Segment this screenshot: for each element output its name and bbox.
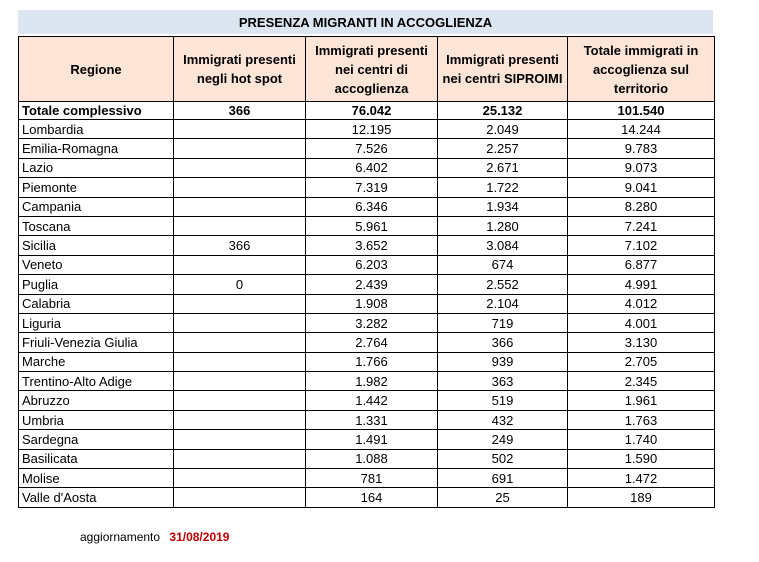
siproimi-cell: 674 xyxy=(438,255,568,274)
centers-cell: 7.319 xyxy=(306,178,438,197)
hotspot-cell xyxy=(174,197,306,216)
table-row xyxy=(19,275,715,294)
total-cell: 7.241 xyxy=(568,216,715,235)
table-row xyxy=(19,120,715,139)
table-row xyxy=(19,197,715,216)
siproimi-cell: 719 xyxy=(438,313,568,332)
siproimi-cell: 2.104 xyxy=(438,294,568,313)
migrants-table xyxy=(18,36,715,508)
table-row xyxy=(19,178,715,197)
table-row xyxy=(19,333,715,352)
siproimi-cell: 249 xyxy=(438,430,568,449)
total-cell: 1.740 xyxy=(568,430,715,449)
table-row xyxy=(19,410,715,429)
region-cell: Lazio xyxy=(19,158,174,177)
region-cell: Umbria xyxy=(19,410,174,429)
table-row xyxy=(19,469,715,488)
siproimi-cell: 1.934 xyxy=(438,197,568,216)
update-date: 31/08/2019 xyxy=(169,530,230,544)
centers-cell: 3.282 xyxy=(306,313,438,332)
total-cell: 1.763 xyxy=(568,410,715,429)
total-total: 101.540 xyxy=(568,102,715,120)
siproimi-cell: 366 xyxy=(438,333,568,352)
siproimi-cell: 432 xyxy=(438,410,568,429)
table-row xyxy=(19,216,715,235)
region-cell: Friuli-Venezia Giulia xyxy=(19,333,174,352)
table-row xyxy=(19,352,715,371)
region-cell: Sardegna xyxy=(19,430,174,449)
hotspot-cell xyxy=(174,294,306,313)
centers-cell: 1.908 xyxy=(306,294,438,313)
table-title: PRESENZA MIGRANTI IN ACCOGLIENZA xyxy=(18,10,713,34)
region-cell: Lombardia xyxy=(19,120,174,139)
hotspot-cell xyxy=(174,410,306,429)
centers-cell: 781 xyxy=(306,469,438,488)
table-row xyxy=(19,313,715,332)
total-row xyxy=(19,102,715,120)
centers-cell: 2.439 xyxy=(306,275,438,294)
hotspot-cell xyxy=(174,391,306,410)
update-note xyxy=(80,530,229,544)
table-row xyxy=(19,158,715,177)
siproimi-cell: 3.084 xyxy=(438,236,568,255)
centers-cell: 5.961 xyxy=(306,216,438,235)
total-cell: 189 xyxy=(568,488,715,507)
centers-cell: 164 xyxy=(306,488,438,507)
centers-cell: 2.764 xyxy=(306,333,438,352)
header-siproimi: Immigrati presenti nei centri SIPROIMI xyxy=(438,37,568,102)
hotspot-cell xyxy=(174,352,306,371)
centers-cell: 6.346 xyxy=(306,197,438,216)
region-cell: Puglia xyxy=(19,275,174,294)
region-cell: Piemonte xyxy=(19,178,174,197)
total-cell: 4.001 xyxy=(568,313,715,332)
hotspot-cell: 0 xyxy=(174,275,306,294)
centers-cell: 12.195 xyxy=(306,120,438,139)
total-centers: 76.042 xyxy=(306,102,438,120)
region-cell: Sicilia xyxy=(19,236,174,255)
centers-cell: 6.203 xyxy=(306,255,438,274)
total-cell: 9.041 xyxy=(568,178,715,197)
table-row xyxy=(19,294,715,313)
centers-cell: 1.491 xyxy=(306,430,438,449)
table-row xyxy=(19,449,715,468)
region-cell: Molise xyxy=(19,469,174,488)
centers-cell: 1.442 xyxy=(306,391,438,410)
table-row xyxy=(19,255,715,274)
region-cell: Abruzzo xyxy=(19,391,174,410)
hotspot-cell xyxy=(174,488,306,507)
hotspot-cell xyxy=(174,430,306,449)
header-hotspot: Immigrati presenti negli hot spot xyxy=(174,37,306,102)
siproimi-cell: 691 xyxy=(438,469,568,488)
table-row xyxy=(19,488,715,507)
region-cell: Liguria xyxy=(19,313,174,332)
total-cell: 2.705 xyxy=(568,352,715,371)
table-row xyxy=(19,372,715,391)
centers-cell: 3.652 xyxy=(306,236,438,255)
header-total: Totale immigrati in accoglienza sul territorio xyxy=(568,37,715,102)
region-cell: Valle d'Aosta xyxy=(19,488,174,507)
centers-cell: 6.402 xyxy=(306,158,438,177)
siproimi-cell: 1.280 xyxy=(438,216,568,235)
hotspot-cell xyxy=(174,372,306,391)
centers-cell: 7.526 xyxy=(306,139,438,158)
update-label: aggiornamento xyxy=(80,530,161,544)
total-hotspot: 366 xyxy=(174,102,306,120)
header-row xyxy=(19,37,715,102)
hotspot-cell xyxy=(174,139,306,158)
centers-cell: 1.331 xyxy=(306,410,438,429)
table-row xyxy=(19,391,715,410)
total-label: Totale complessivo xyxy=(19,102,174,120)
total-cell: 8.280 xyxy=(568,197,715,216)
hotspot-cell xyxy=(174,469,306,488)
total-cell: 1.961 xyxy=(568,391,715,410)
total-cell: 4.991 xyxy=(568,275,715,294)
total-cell: 6.877 xyxy=(568,255,715,274)
siproimi-cell: 2.671 xyxy=(438,158,568,177)
siproimi-cell: 519 xyxy=(438,391,568,410)
hotspot-cell xyxy=(174,178,306,197)
hotspot-cell: 366 xyxy=(174,236,306,255)
header-centers: Immigrati presenti nei centri di accoglienza xyxy=(306,37,438,102)
total-cell: 3.130 xyxy=(568,333,715,352)
centers-cell: 1.982 xyxy=(306,372,438,391)
table-row xyxy=(19,139,715,158)
total-cell: 9.073 xyxy=(568,158,715,177)
hotspot-cell xyxy=(174,216,306,235)
centers-cell: 1.088 xyxy=(306,449,438,468)
siproimi-cell: 1.722 xyxy=(438,178,568,197)
hotspot-cell xyxy=(174,449,306,468)
region-cell: Toscana xyxy=(19,216,174,235)
region-cell: Calabria xyxy=(19,294,174,313)
hotspot-cell xyxy=(174,255,306,274)
siproimi-cell: 2.049 xyxy=(438,120,568,139)
total-cell: 9.783 xyxy=(568,139,715,158)
hotspot-cell xyxy=(174,333,306,352)
siproimi-cell: 502 xyxy=(438,449,568,468)
total-cell: 14.244 xyxy=(568,120,715,139)
hotspot-cell xyxy=(174,120,306,139)
region-cell: Veneto xyxy=(19,255,174,274)
total-cell: 2.345 xyxy=(568,372,715,391)
siproimi-cell: 939 xyxy=(438,352,568,371)
hotspot-cell xyxy=(174,313,306,332)
hotspot-cell xyxy=(174,158,306,177)
region-cell: Trentino-Alto Adige xyxy=(19,372,174,391)
total-cell: 1.472 xyxy=(568,469,715,488)
siproimi-cell: 25 xyxy=(438,488,568,507)
siproimi-cell: 2.552 xyxy=(438,275,568,294)
region-cell: Emilia-Romagna xyxy=(19,139,174,158)
region-cell: Basilicata xyxy=(19,449,174,468)
total-siproimi: 25.132 xyxy=(438,102,568,120)
siproimi-cell: 363 xyxy=(438,372,568,391)
centers-cell: 1.766 xyxy=(306,352,438,371)
siproimi-cell: 2.257 xyxy=(438,139,568,158)
region-cell: Marche xyxy=(19,352,174,371)
total-cell: 7.102 xyxy=(568,236,715,255)
region-cell: Campania xyxy=(19,197,174,216)
header-region: Regione xyxy=(19,37,174,102)
total-cell: 1.590 xyxy=(568,449,715,468)
total-cell: 4.012 xyxy=(568,294,715,313)
table-row xyxy=(19,236,715,255)
table-row xyxy=(19,430,715,449)
